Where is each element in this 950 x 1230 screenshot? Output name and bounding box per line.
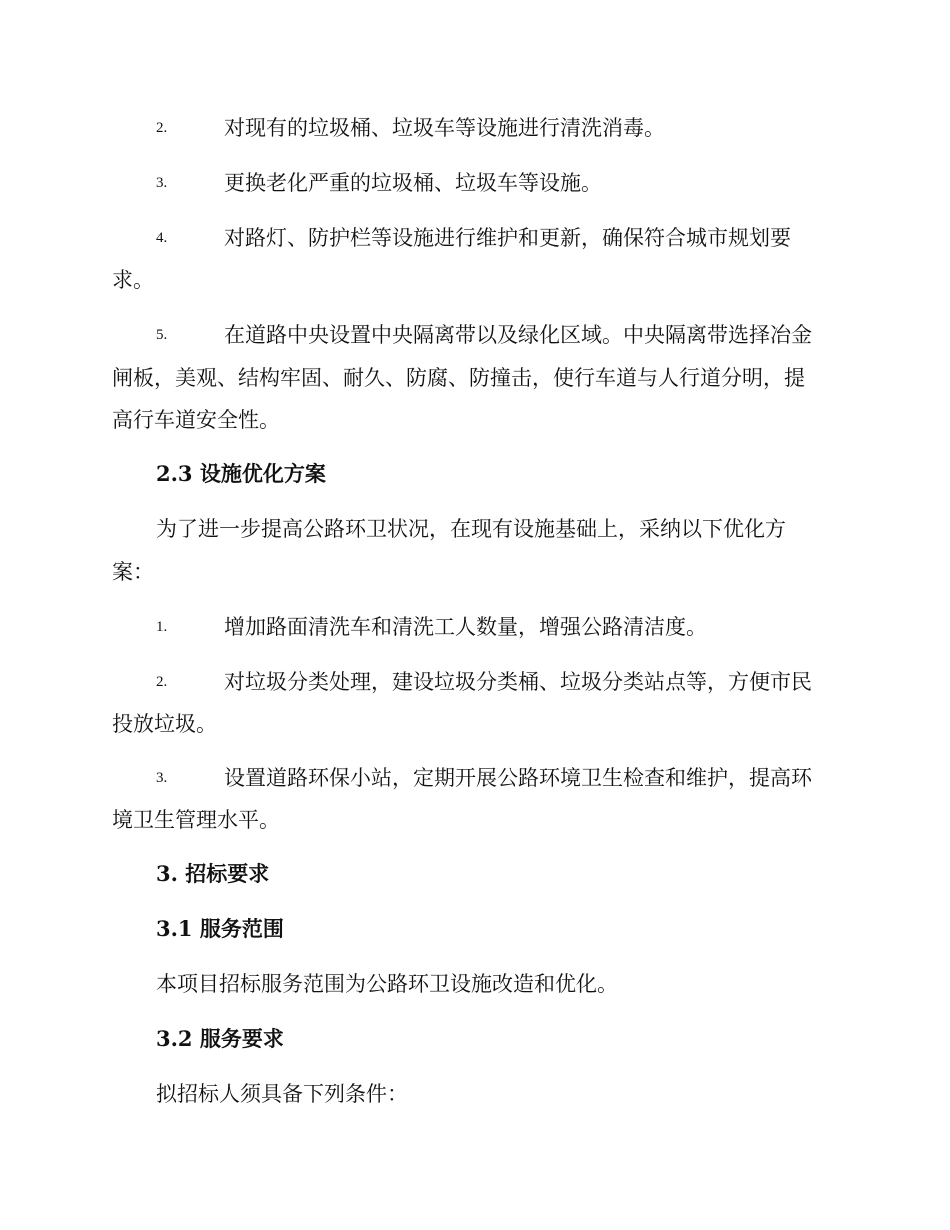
list-item-text-continued: 求。: [112, 268, 154, 292]
paragraph-text: 拟招标人须具备下列条件：: [156, 1082, 408, 1106]
list-item-text-continued: 闸板，美观、结构牢固、耐久、防腐、防撞击，使行车道与人行道分明，提: [112, 366, 805, 390]
section-heading-3: 3. 招标要求: [156, 861, 270, 886]
paragraph-text: 本项目招标服务范围为公路环卫设施改造和优化。: [156, 972, 618, 996]
list-item-number: 3.: [156, 770, 168, 786]
list-item-text-continued: 投放垃圾。: [112, 712, 217, 736]
list-item-text: 更换老化严重的垃圾桶、垃圾车等设施。: [224, 171, 602, 195]
list-item-number: 2.: [156, 674, 168, 690]
list-item-text: 在道路中央设置中央隔离带以及绿化区域。中央隔离带选择冶金: [224, 323, 812, 347]
list-item-text-continued: 境卫生管理水平。: [112, 808, 280, 832]
list-item-text: 增加路面清洗车和清洗工人数量，增强公路清洁度。: [224, 615, 707, 639]
list-item-number: 3.: [156, 175, 168, 191]
list-item-text: 设置道路环保小站，定期开展公路环境卫生检查和维护，提高环: [224, 766, 812, 790]
section-heading-3-2: 3.2 服务要求: [156, 1026, 284, 1051]
list-item-text: 对现有的垃圾桶、垃圾车等设施进行清洗消毒。: [224, 116, 665, 140]
section-heading-3-1: 3.1 服务范围: [156, 916, 284, 941]
list-item-text: 对垃圾分类处理，建设垃圾分类桶、垃圾分类站点等，方便市民: [224, 670, 812, 694]
list-item-number: 4.: [156, 230, 168, 246]
list-item-number: 5.: [156, 327, 168, 343]
list-item-number: 1.: [156, 619, 168, 635]
list-item-text: 对路灯、防护栏等设施进行维护和更新，确保符合城市规划要: [224, 226, 791, 250]
paragraph-text: 为了进一步提高公路环卫状况，在现有设施基础上，采纳以下优化方: [156, 517, 786, 541]
list-item-number: 2.: [156, 120, 168, 136]
paragraph-text-continued: 案：: [112, 560, 154, 584]
list-item-text-continued: 高行车道安全性。: [112, 408, 280, 432]
section-heading-2-3: 2.3 设施优化方案: [156, 461, 326, 486]
